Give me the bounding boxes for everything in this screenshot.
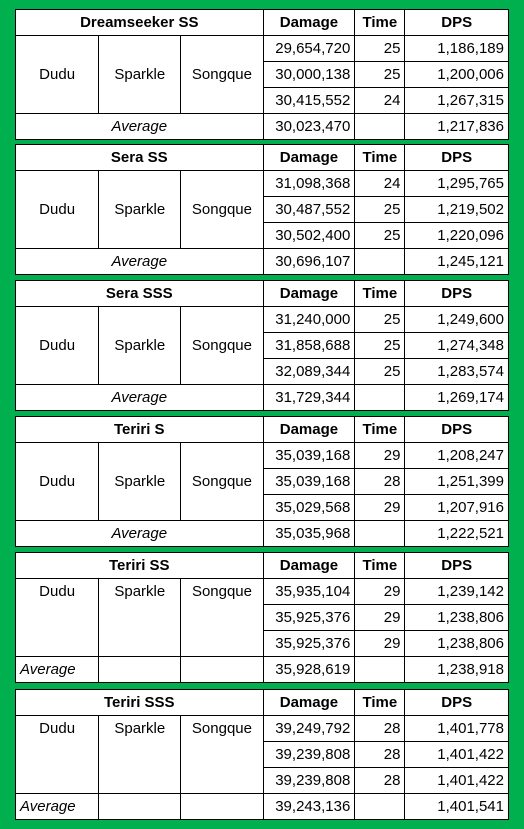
damage-cell: 32,089,344 <box>263 359 355 385</box>
dps-table <box>15 689 509 820</box>
table-row <box>16 579 509 605</box>
dps-header: DPS <box>405 690 509 716</box>
dps-cell: 1,274,348 <box>405 333 509 359</box>
time-cell: 24 <box>355 171 405 197</box>
time-cell: 28 <box>355 469 405 495</box>
average-label: Average <box>16 385 264 411</box>
time-cell: 25 <box>355 62 405 88</box>
table-header-row <box>16 553 509 579</box>
time-cell: 25 <box>355 197 405 223</box>
dps-cell: 1,200,006 <box>405 62 509 88</box>
time-cell: 25 <box>355 36 405 62</box>
average-empty-cell <box>181 794 263 820</box>
dps-cell: 1,238,806 <box>405 605 509 631</box>
dps-cell: 1,186,189 <box>405 36 509 62</box>
party-member-3: Songque <box>181 579 263 657</box>
table-row <box>16 716 509 742</box>
dps-header: DPS <box>405 145 509 171</box>
table-row <box>16 171 509 197</box>
table-title: Sera SS <box>16 145 264 171</box>
time-cell: 29 <box>355 579 405 605</box>
party-member-1: Dudu <box>16 36 99 114</box>
dps-cell: 1,239,142 <box>405 579 509 605</box>
damage-header: Damage <box>263 417 355 443</box>
dps-cell: 1,401,778 <box>405 716 509 742</box>
average-label: Average <box>16 114 264 140</box>
dps-cell: 1,207,916 <box>405 495 509 521</box>
average-time-empty <box>355 657 405 683</box>
average-time-empty <box>355 114 405 140</box>
average-row <box>16 249 509 275</box>
damage-cell: 29,654,720 <box>263 36 355 62</box>
time-header: Time <box>355 417 405 443</box>
average-damage: 30,696,107 <box>263 249 355 275</box>
party-member-1: Dudu <box>16 579 99 657</box>
party-member-2: Sparkle <box>99 443 181 521</box>
party-member-2: Sparkle <box>99 171 181 249</box>
time-header: Time <box>355 690 405 716</box>
dps-cell: 1,295,765 <box>405 171 509 197</box>
damage-cell: 31,098,368 <box>263 171 355 197</box>
table-title: Dreamseeker SS <box>16 10 264 36</box>
average-row <box>16 385 509 411</box>
average-empty-cell <box>181 657 263 683</box>
table-header-row <box>16 690 509 716</box>
dps-table <box>15 9 509 140</box>
average-damage: 35,928,619 <box>263 657 355 683</box>
damage-cell: 31,240,000 <box>263 307 355 333</box>
party-member-3: Songque <box>181 716 263 794</box>
dps-cell: 1,283,574 <box>405 359 509 385</box>
dps-table <box>15 416 509 547</box>
dps-cell: 1,267,315 <box>405 88 509 114</box>
party-member-3: Songque <box>181 443 263 521</box>
average-dps: 1,401,541 <box>405 794 509 820</box>
time-cell: 29 <box>355 631 405 657</box>
time-cell: 29 <box>355 605 405 631</box>
damage-cell: 35,925,376 <box>263 605 355 631</box>
dps-header: DPS <box>405 281 509 307</box>
dps-header: DPS <box>405 10 509 36</box>
average-row <box>16 657 509 683</box>
time-cell: 25 <box>355 223 405 249</box>
dps-cell: 1,401,422 <box>405 742 509 768</box>
party-member-3: Songque <box>181 307 263 385</box>
average-label: Average <box>16 249 264 275</box>
damage-cell: 39,239,808 <box>263 742 355 768</box>
party-member-2: Sparkle <box>99 579 181 657</box>
average-dps: 1,222,521 <box>405 521 509 547</box>
average-label: Average <box>16 794 99 820</box>
average-time-empty <box>355 249 405 275</box>
table-header-row <box>16 145 509 171</box>
time-cell: 28 <box>355 768 405 794</box>
time-cell: 25 <box>355 359 405 385</box>
time-cell: 28 <box>355 716 405 742</box>
average-dps: 1,238,918 <box>405 657 509 683</box>
table-title: Teriri S <box>16 417 264 443</box>
damage-header: Damage <box>263 690 355 716</box>
dps-table <box>15 280 509 411</box>
damage-header: Damage <box>263 145 355 171</box>
time-cell: 28 <box>355 742 405 768</box>
time-header: Time <box>355 10 405 36</box>
dps-header: DPS <box>405 417 509 443</box>
damage-cell: 30,502,400 <box>263 223 355 249</box>
dps-header: DPS <box>405 553 509 579</box>
party-member-3: Songque <box>181 36 263 114</box>
dps-cell: 1,249,600 <box>405 307 509 333</box>
average-time-empty <box>355 385 405 411</box>
time-header: Time <box>355 281 405 307</box>
dps-cell: 1,251,399 <box>405 469 509 495</box>
average-dps: 1,245,121 <box>405 249 509 275</box>
time-header: Time <box>355 145 405 171</box>
party-member-1: Dudu <box>16 307 99 385</box>
table-header-row <box>16 10 509 36</box>
party-member-2: Sparkle <box>99 716 181 794</box>
average-empty-cell <box>99 794 181 820</box>
time-cell: 29 <box>355 495 405 521</box>
party-member-1: Dudu <box>16 443 99 521</box>
dps-cell: 1,238,806 <box>405 631 509 657</box>
table-header-row <box>16 417 509 443</box>
table-row <box>16 443 509 469</box>
table-title: Teriri SS <box>16 553 264 579</box>
table-row <box>16 36 509 62</box>
table-title: Sera SSS <box>16 281 264 307</box>
damage-cell: 31,858,688 <box>263 333 355 359</box>
damage-cell: 35,935,104 <box>263 579 355 605</box>
dps-table <box>15 144 509 275</box>
damage-cell: 30,415,552 <box>263 88 355 114</box>
damage-cell: 39,239,808 <box>263 768 355 794</box>
party-member-2: Sparkle <box>99 36 181 114</box>
damage-cell: 35,029,568 <box>263 495 355 521</box>
average-time-empty <box>355 521 405 547</box>
damage-cell: 39,249,792 <box>263 716 355 742</box>
average-damage: 39,243,136 <box>263 794 355 820</box>
damage-cell: 35,039,168 <box>263 469 355 495</box>
average-time-empty <box>355 794 405 820</box>
dps-cell: 1,220,096 <box>405 223 509 249</box>
time-cell: 29 <box>355 443 405 469</box>
damage-header: Damage <box>263 281 355 307</box>
dps-cell: 1,208,247 <box>405 443 509 469</box>
average-damage: 31,729,344 <box>263 385 355 411</box>
time-header: Time <box>355 553 405 579</box>
party-member-3: Songque <box>181 171 263 249</box>
dps-cell: 1,401,422 <box>405 768 509 794</box>
average-label: Average <box>16 521 264 547</box>
damage-cell: 30,487,552 <box>263 197 355 223</box>
time-cell: 25 <box>355 333 405 359</box>
damage-cell: 35,039,168 <box>263 443 355 469</box>
dps-table <box>15 552 509 683</box>
party-member-1: Dudu <box>16 716 99 794</box>
damage-cell: 30,000,138 <box>263 62 355 88</box>
average-row <box>16 521 509 547</box>
table-row <box>16 307 509 333</box>
average-label: Average <box>16 657 99 683</box>
average-row <box>16 114 509 140</box>
table-title: Teriri SSS <box>16 690 264 716</box>
table-header-row <box>16 281 509 307</box>
damage-header: Damage <box>263 553 355 579</box>
average-empty-cell <box>99 657 181 683</box>
party-member-1: Dudu <box>16 171 99 249</box>
party-member-2: Sparkle <box>99 307 181 385</box>
time-cell: 25 <box>355 307 405 333</box>
average-row <box>16 794 509 820</box>
damage-header: Damage <box>263 10 355 36</box>
average-dps: 1,269,174 <box>405 385 509 411</box>
average-dps: 1,217,836 <box>405 114 509 140</box>
damage-cell: 35,925,376 <box>263 631 355 657</box>
average-damage: 35,035,968 <box>263 521 355 547</box>
average-damage: 30,023,470 <box>263 114 355 140</box>
dps-cell: 1,219,502 <box>405 197 509 223</box>
time-cell: 24 <box>355 88 405 114</box>
